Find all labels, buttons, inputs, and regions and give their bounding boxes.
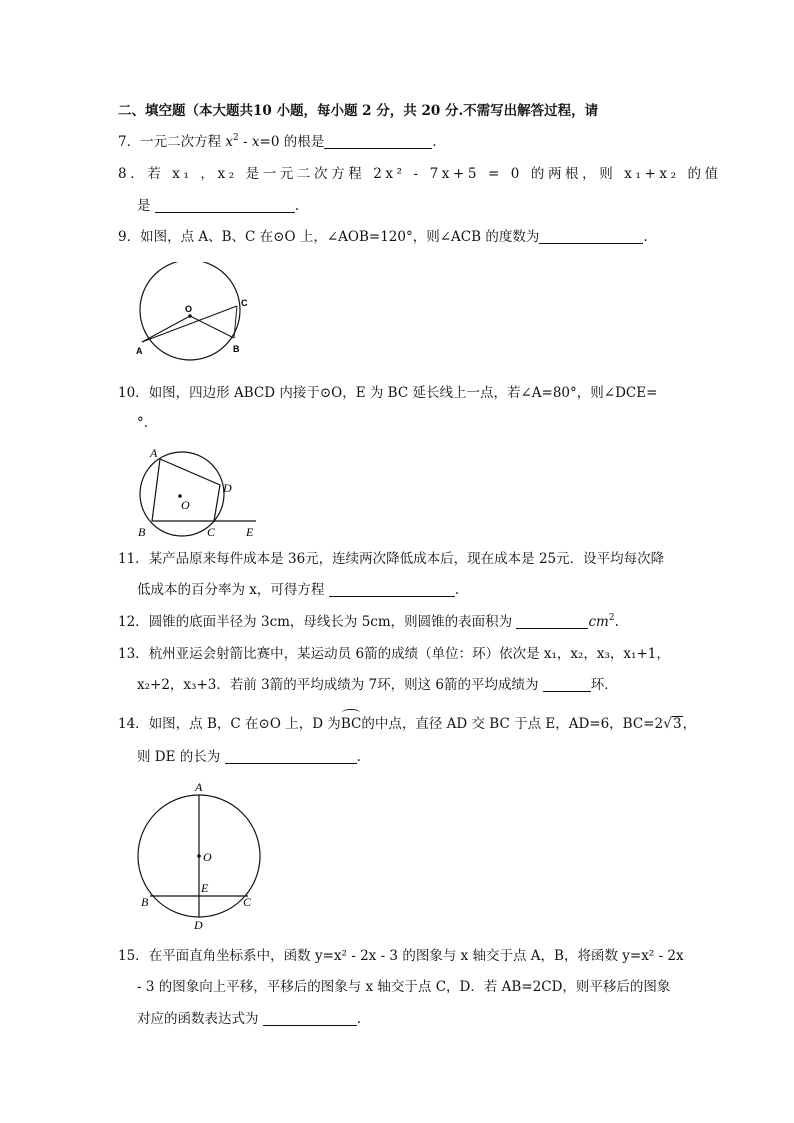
label-o: O: [181, 498, 190, 512]
figure-q14: [132, 778, 262, 934]
question-14-line2: 则 DE 的长为 .: [137, 749, 361, 765]
question-8-line2: 是 .: [137, 198, 300, 214]
figure-q9: [130, 262, 260, 362]
label-o: O: [203, 850, 212, 864]
question-11: 11．某产品原来每件成本是 36元，连续两次降低成本后，现在成本是 25元．设平均每次降: [118, 551, 665, 567]
question-10-line2: °．: [137, 415, 158, 431]
question-15-line3: 对应的函数表达式为 .: [137, 1011, 362, 1027]
answer-blank[interactable]: [263, 1011, 357, 1026]
answer-blank[interactable]: [155, 198, 295, 213]
label-e: E: [246, 525, 254, 539]
label-d: D: [194, 918, 203, 932]
answer-blank[interactable]: [539, 229, 643, 244]
label-a: A: [195, 780, 203, 794]
center-point: [197, 854, 201, 858]
question-15-line2: - 3 的图象向上平移，平移后的图象与 x 轴交于点 C，D．若 AB=2CD，则平移后的图象: [137, 979, 671, 995]
label-d: D: [223, 481, 232, 495]
label-c: C: [207, 525, 216, 539]
figure-q10: [132, 442, 262, 542]
answer-blank[interactable]: [225, 749, 357, 764]
label-a: A: [136, 346, 143, 356]
question-11-line2: 低成本的百分率为 x，可得方程 .: [137, 582, 459, 598]
label-b: B: [138, 525, 146, 539]
question-8: 8．若 x₁ ，x₂ 是一元二次方程 2x² - 7x+5 = 0 的两根，则 x₁+x₂ 的值: [118, 166, 722, 182]
question-10: 10．如图，四边形 ABCD 内接于⊙O，E 为 BC 延长线上一点，若∠A=80°，则∠DCE=: [118, 385, 658, 401]
label-c: C: [243, 895, 252, 909]
answer-blank[interactable]: [329, 582, 455, 597]
question-14: 14．如图，点 B，C 在⊙O 上，D 为BC的中点，直径 AD 交 BC 于点 E，AD=6，BC=2√3，: [118, 716, 697, 732]
label-e: E: [201, 881, 209, 895]
section-title: 二、填空题（本大题共10 小题，每小题 2 分，共 20 分.不需写出解答过程，请: [118, 103, 599, 119]
question-12: 12．圆锥的底面半径为 3cm，母线长为 5cm，则圆锥的表面积为 $cm^2$.: [118, 613, 619, 630]
circle-o: [140, 452, 224, 536]
label-c: C: [241, 298, 248, 308]
answer-blank[interactable]: [516, 614, 588, 629]
arc-bc: BC: [340, 716, 362, 732]
question-13: 13．杭州亚运会射箭比赛中，某运动员 6箭的成绩（单位：环）依次是 x₁，x₂，x₃，x₁+1，: [118, 646, 670, 662]
question-9: 9．如图，点 A、B、C 在⊙O 上，∠AOB=120°，则∠ACB 的度数为 .: [118, 229, 648, 245]
sqrt-value: 3: [673, 716, 682, 732]
answer-blank[interactable]: [324, 134, 432, 149]
question-13-line2: x₂+2，x₃+3．若前 3箭的平均成绩为 7环，则这 6箭的平均成绩为 环．: [137, 677, 618, 693]
question-7: 7．一元二次方程 $x^2 - x=0$ 的根是 .: [118, 133, 437, 150]
label-b: B: [141, 895, 149, 909]
answer-blank[interactable]: [543, 677, 591, 692]
label-a: A: [150, 446, 158, 460]
question-15: 15．在平面直角坐标系中，函数 y=x² - 2x - 3 的图象与 x 轴交于点 A，B，将函数 y=x² - 2x: [118, 948, 684, 964]
label-o: O: [185, 304, 193, 314]
label-b: B: [233, 344, 240, 354]
